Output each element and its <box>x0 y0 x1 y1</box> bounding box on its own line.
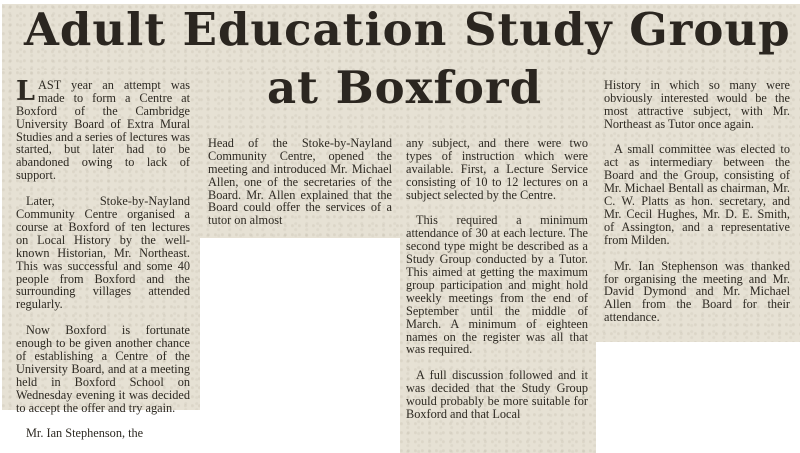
paragraph-text: AST year an attempt was made to form a Centre at Boxford of the Cambridge University Board of Extra Mural Studies and a series of lectures was started, but later had to be abandoned owing to lack of support. <box>16 77 190 183</box>
drop-cap: L <box>16 75 35 107</box>
paragraph: This required a minimum attendance of 30 at each lecture. The second type might be described as a Study Group conducted by a Tutor. This aimed at getting the maximum group participation and might hold weekly meetings from the end of September until the middle of March. A minimum of eighteen names on the register was all that was required. <box>406 213 588 357</box>
paragraph: Now Boxford is fortunate enough to be given another chance of establishing a Centre of the University Board, and at a meeting held in Boxford School on Wednesday evening it was decided to accept the offer and try again. <box>16 323 190 415</box>
paragraph: Head of the Stoke-by-Nayland Community Centre, opened the meeting and introduced Mr. Michael Allen, one of the secretaries of the Board. Mr. Allen explained that the Board could offer the services of a tutor on almost <box>208 135 392 228</box>
paragraph: Later, Stoke-by-Nayland Community Centre organised a course at Boxford of ten lectures on Local History by the well-known Historian, Mr. Northeast. This was successful and some 40 people from Boxford and the surrounding villages attended regularly. <box>16 194 190 312</box>
paragraph <box>16 75 190 183</box>
paragraph: A full discussion followed and it was decided that the Study Group would probably be more suitable for Boxford and that Local <box>406 368 588 421</box>
paragraph: A small committee was elected to act as intermediary between the Board and the Group, consisting of Mr. Michael Bentall as chairman, Mr. C. W. Platts as hon. secretary, and Mr. Cecil Hughes, Mr. D. E. Smith, of Assington, and a representative from Milden. <box>604 142 790 247</box>
headline-line-2: at Boxford <box>267 61 543 114</box>
article-column-3 <box>406 124 588 434</box>
headline-line-1: Adult Education Study Group <box>24 3 791 56</box>
paragraph: Mr. Ian Stephenson, the <box>26 426 144 441</box>
article-column-1 <box>16 66 190 453</box>
article-column-4 <box>604 66 790 337</box>
paragraph: any subject, and there were two types of instruction which were available. First, a Lecture Service consisting of 10 to 12 lectures on a subject selected by the Centre. <box>406 135 588 202</box>
article-column-2 <box>208 124 392 240</box>
paragraph: Mr. Ian Stephenson was thanked for organising the meeting and Mr. David Dymond and Mr. Michael Allen from the Board for their attendance. <box>604 258 790 325</box>
paragraph: History in which so many were obviously interested would be the most attractive subject, with Mr. Northeast as Tutor once again. <box>604 77 790 131</box>
